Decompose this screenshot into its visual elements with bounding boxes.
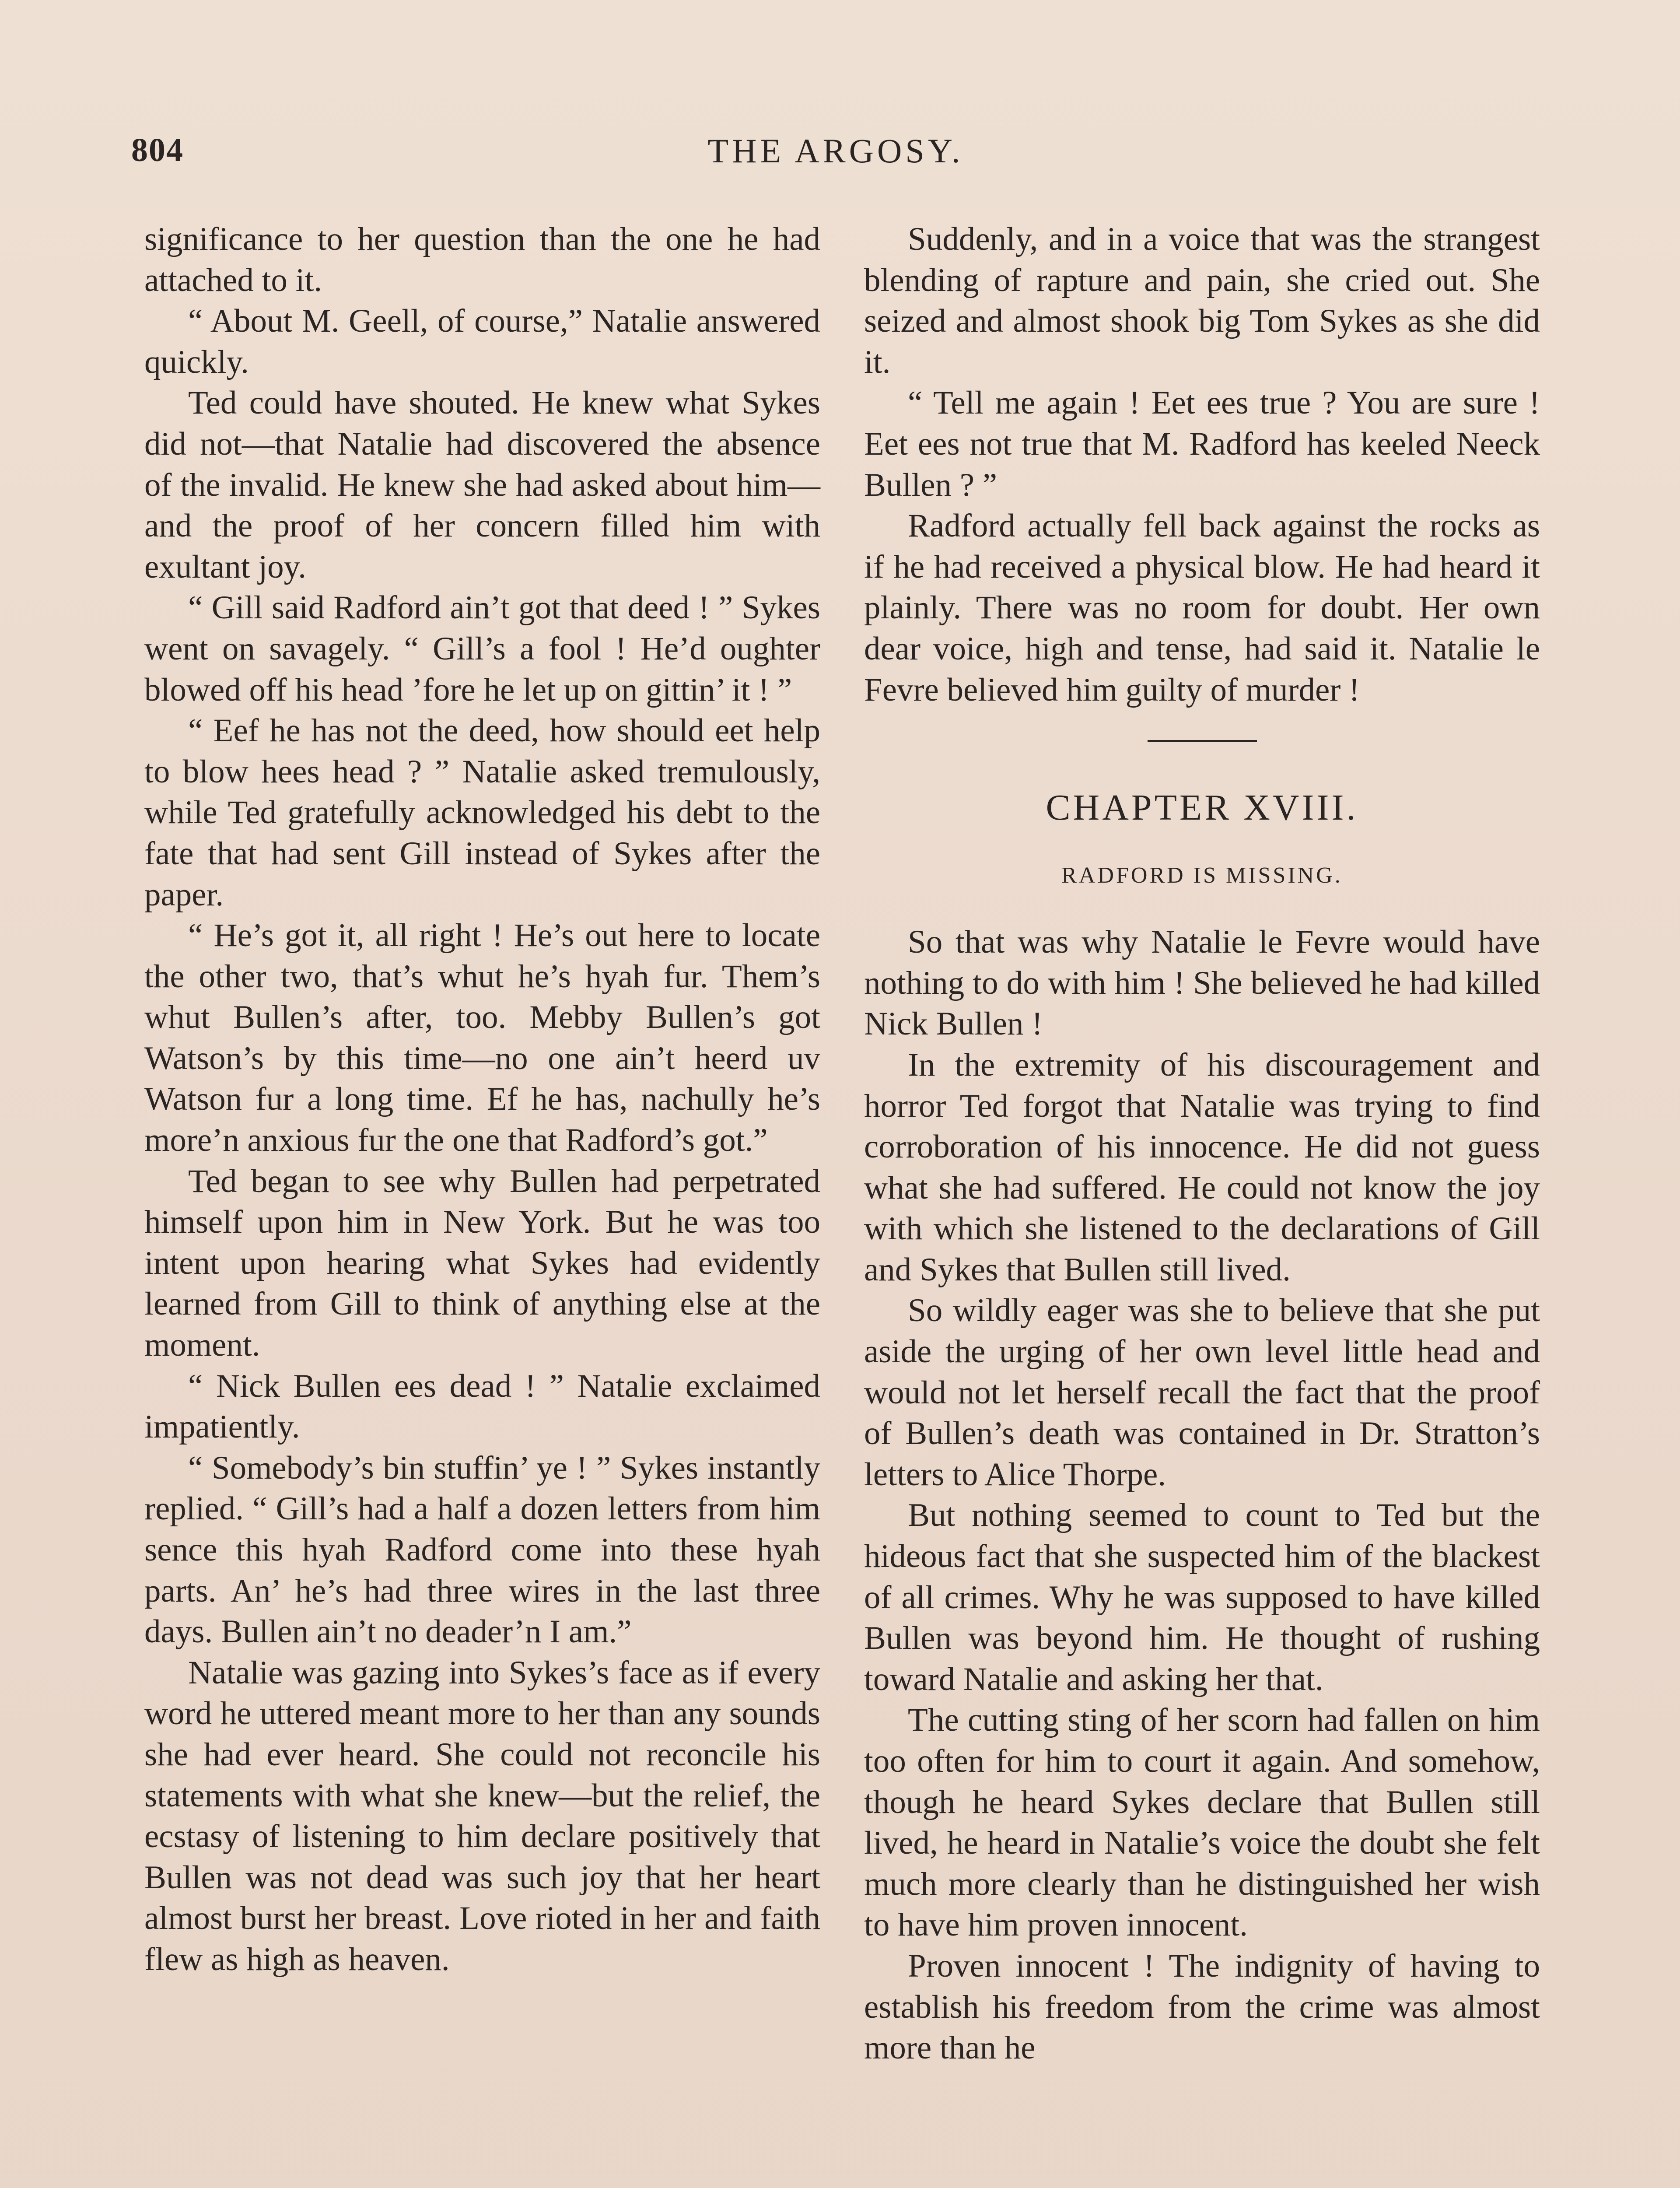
paragraph: In the extremity of his discouragement and horror Ted forgot that Natalie was trying to find corroboration of his innocence. He did not guess what she had suffered. He could not know the joy with which she listened to the declarations of Gill and Sykes that Bullen still lived.	[864, 1046, 1540, 1288]
paragraph: “ He’s got it, all right ! He’s out here to locate the other two, that’s whut he’s hyah fur. Them’s whut Bullen’s after, too. Mebby Bullen’s got Watson’s by this time—no one ain’t heerd uv Watson fur a long time. Ef he has, nachully he’s more’n anxious fur the one that Radford’s got.”	[144, 917, 820, 1159]
paragraph: “ Eef he has not the deed, how should eet help to blow hees head ? ” Natalie asked tremulously, while Ted gratefully acknowledged his debt to the fate that had sent Gill instead of Sykes after the paper.	[144, 712, 820, 913]
running-title: THE ARGOSY.	[707, 132, 964, 170]
paragraph: Ted could have shouted. He knew what Sykes did not—that Natalie had discovered the absence of the invalid. He knew she had asked about him—and the proof of her concern filled him with exultant joy.	[144, 385, 820, 585]
paragraph: “ Nick Bullen ees dead ! ” Natalie exclaimed impatiently.	[144, 1368, 820, 1445]
paragraph: The cutting sting of her scorn had fallen on him too often for him to court it again. And somehow, though he heard Sykes declare that Bullen still lived, he heard in Natalie’s voice the doubt she felt much more clearly than he distinguished her wish to have him proven innocent.	[864, 1702, 1540, 1943]
chapter-title: CHAPTER XVIII.	[1046, 787, 1358, 828]
paragraph: “ Tell me again ! Eet ees true ? You are sure ! Eet ees not true that M. Radford has keeled Neeck Bullen ? ”	[864, 385, 1540, 503]
page-header	[131, 131, 1540, 179]
page-number: 804	[131, 132, 184, 168]
paragraph: So that was why Natalie le Fevre would have nothing to do with him ! She believed he had killed Nick Bullen !	[864, 924, 1540, 1042]
paragraph: Suddenly, and in a voice that was the strangest blending of rapture and pain, she cried out. She seized and almost shook big Tom Sykes as she did it.	[864, 221, 1540, 380]
paragraph: significance to her question than the one he had attached to it.	[144, 221, 820, 298]
paragraph: “ About M. Geell, of course,” Natalie answered quickly.	[144, 303, 820, 380]
paragraph: Proven innocent ! The indignity of having to establish his freedom from the crime was almost more than he	[864, 1947, 1540, 2066]
paragraph: “ Somebody’s bin stuffin’ ye ! ” Sykes instantly replied. “ Gill’s had a half a dozen letters from him sence this hyah Radford come into these hyah parts. An’ he’s had three wires in the last three days. Bullen ain’t no deader’n I am.”	[144, 1449, 820, 1650]
left-column	[144, 219, 820, 1980]
paragraph: Ted began to see why Bullen had perpetrated himself upon him in New York. But he was too intent upon hearing what Sykes had evidently learned from Gill to think of anything else at the moment.	[144, 1163, 820, 1364]
chapter-subtitle: RADFORD IS MISSING.	[1061, 863, 1343, 888]
paragraph: Natalie was gazing into Sykes’s face as if every word he uttered meant more to her than any sounds she had ever heard. She could not reconcile his statements with what she knew—but the relief, the ecstasy of listening to him declare positively that Bullen was not dead was such joy that her heart almost burst her breast. Love rioted in her and faith flew as high as heaven.	[144, 1654, 820, 1978]
paragraph: “ Gill said Radford ain’t got that deed ! ” Sykes went on savagely. “ Gill’s a fool ! He’d oughter blowed off his head ’fore he let up on gittin’ it ! ”	[144, 589, 820, 708]
section-divider	[1148, 740, 1257, 742]
paragraph: Radford actually fell back against the rocks as if he had received a physical blow. He had heard it plainly. There was no room for doubt. Her own dear voice, high and tense, had said it. Natalie le Fevre believed him guilty of murder !	[864, 508, 1540, 708]
paragraph: So wildly eager was she to believe that she put aside the urging of her own level little head and would not let herself recall the fact that the proof of Bullen’s death was contained in Dr. Stratton’s letters to Alice Thorpe.	[864, 1292, 1540, 1493]
paragraph: But nothing seemed to count to Ted but the hideous fact that she suspected him of the blackest of all crimes. Why he was supposed to have killed Bullen was beyond him. He thought of rushing toward Natalie and asking her that.	[864, 1497, 1540, 1697]
right-column	[864, 219, 1540, 2069]
